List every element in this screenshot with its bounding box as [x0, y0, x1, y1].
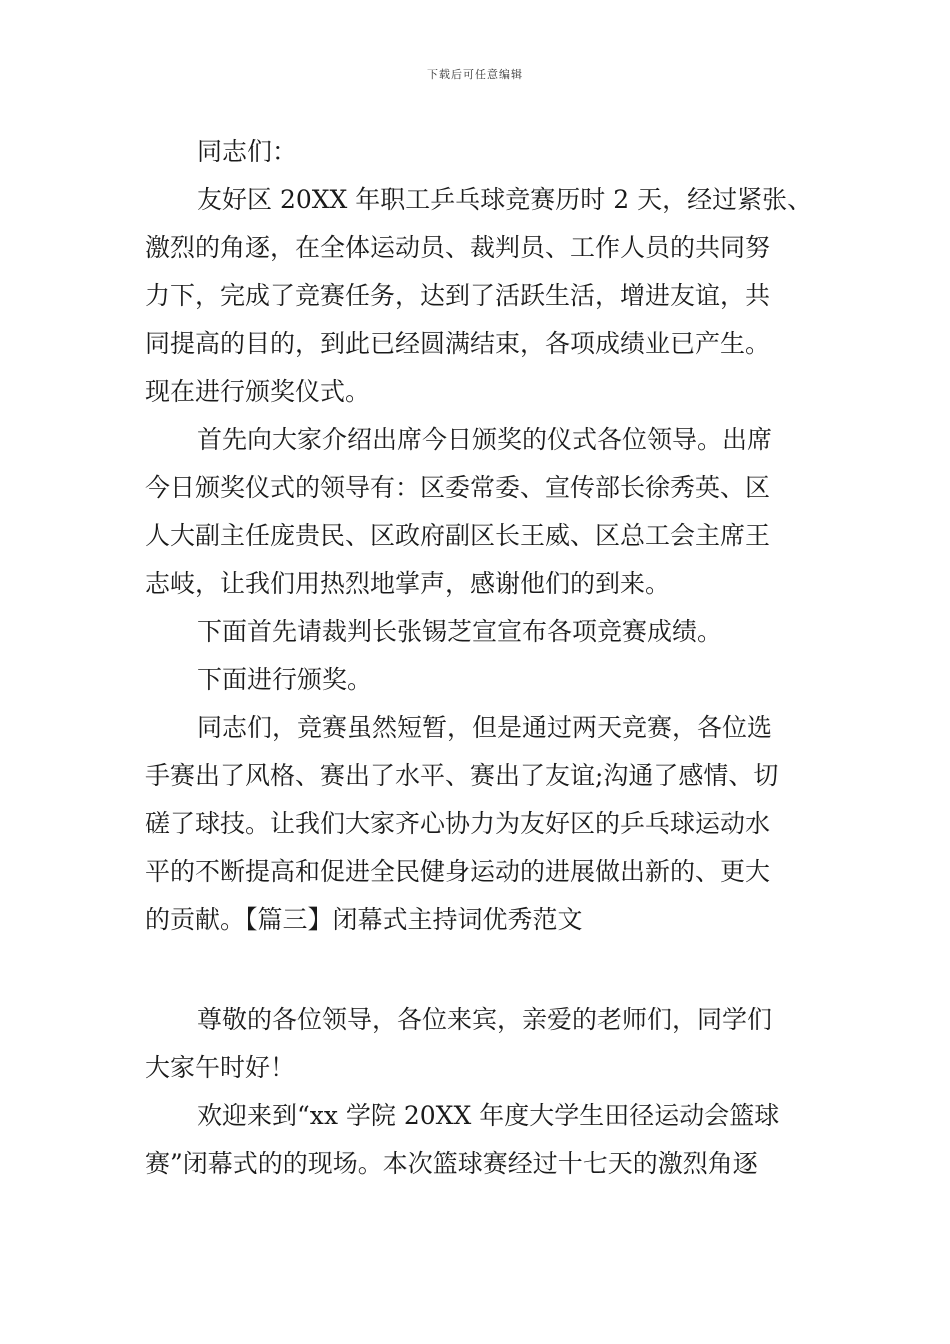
salutation: 同志们： — [197, 137, 298, 166]
download-note: 下载后可任意编辑 — [427, 68, 523, 81]
text-line: 下面进行颁奖。 — [197, 665, 373, 694]
text-line: 赛”闭幕式的的现场。本次篮球赛经过十七天的激烈角逐 — [145, 1149, 758, 1178]
text-line: 手赛出了风格、赛出了水平、赛出了友谊;沟通了感情、切 — [145, 761, 779, 790]
text-line: 现在进行颁奖仪式。 — [145, 377, 371, 406]
text-line: 磋了球技。让我们大家齐心协力为友好区的乒乓球运动水 — [145, 809, 771, 838]
text-line: 大家午时好！ — [145, 1053, 296, 1082]
text-line: 首先向大家介绍出席今日颁奖的仪式各位领导。出席 — [197, 425, 773, 454]
text-line: 下面首先请裁判长张锡芝宣宣布各项竞赛成绩。 — [197, 617, 723, 646]
text-line: 平的不断提高和促进全民健身运动的进展做出新的、更大 — [145, 857, 771, 886]
text-line: 友好区 20XX 年职工乒乓球竞赛历时 2 天，经过紧张、 — [197, 185, 813, 214]
text-line: 同提高的目的，到此已经圆满结束，各项成绩业已产生。 — [145, 329, 771, 358]
text-line: 尊敬的各位领导，各位来宾，亲爱的老师们，同学们 — [197, 1005, 773, 1034]
section-heading-line: 的贡献。【篇三】闭幕式主持词优秀范文 — [145, 905, 583, 934]
section-gap — [145, 944, 809, 996]
text-line: 今日颁奖仪式的领导有：区委常委、宣传部长徐秀英、区 — [145, 473, 771, 502]
text-line: 激烈的角逐，在全体运动员、裁判员、工作人员的共同努 — [145, 233, 771, 262]
text-line: 欢迎来到“xx 学院 20XX 年度大学生田径运动会篮球 — [197, 1101, 780, 1130]
document-body — [145, 128, 813, 1188]
text-line: 志岐，让我们用热烈地掌声，感谢他们的到来。 — [145, 569, 671, 598]
text-line: 同志们，竞赛虽然短暂，但是通过两天竞赛，各位选 — [197, 713, 773, 742]
text-line: 人大副主任庞贵民、区政府副区长王威、区总工会主席王 — [145, 521, 771, 550]
text-line: 力下，完成了竞赛任务，达到了活跃生活，增进友谊，共 — [145, 281, 771, 310]
